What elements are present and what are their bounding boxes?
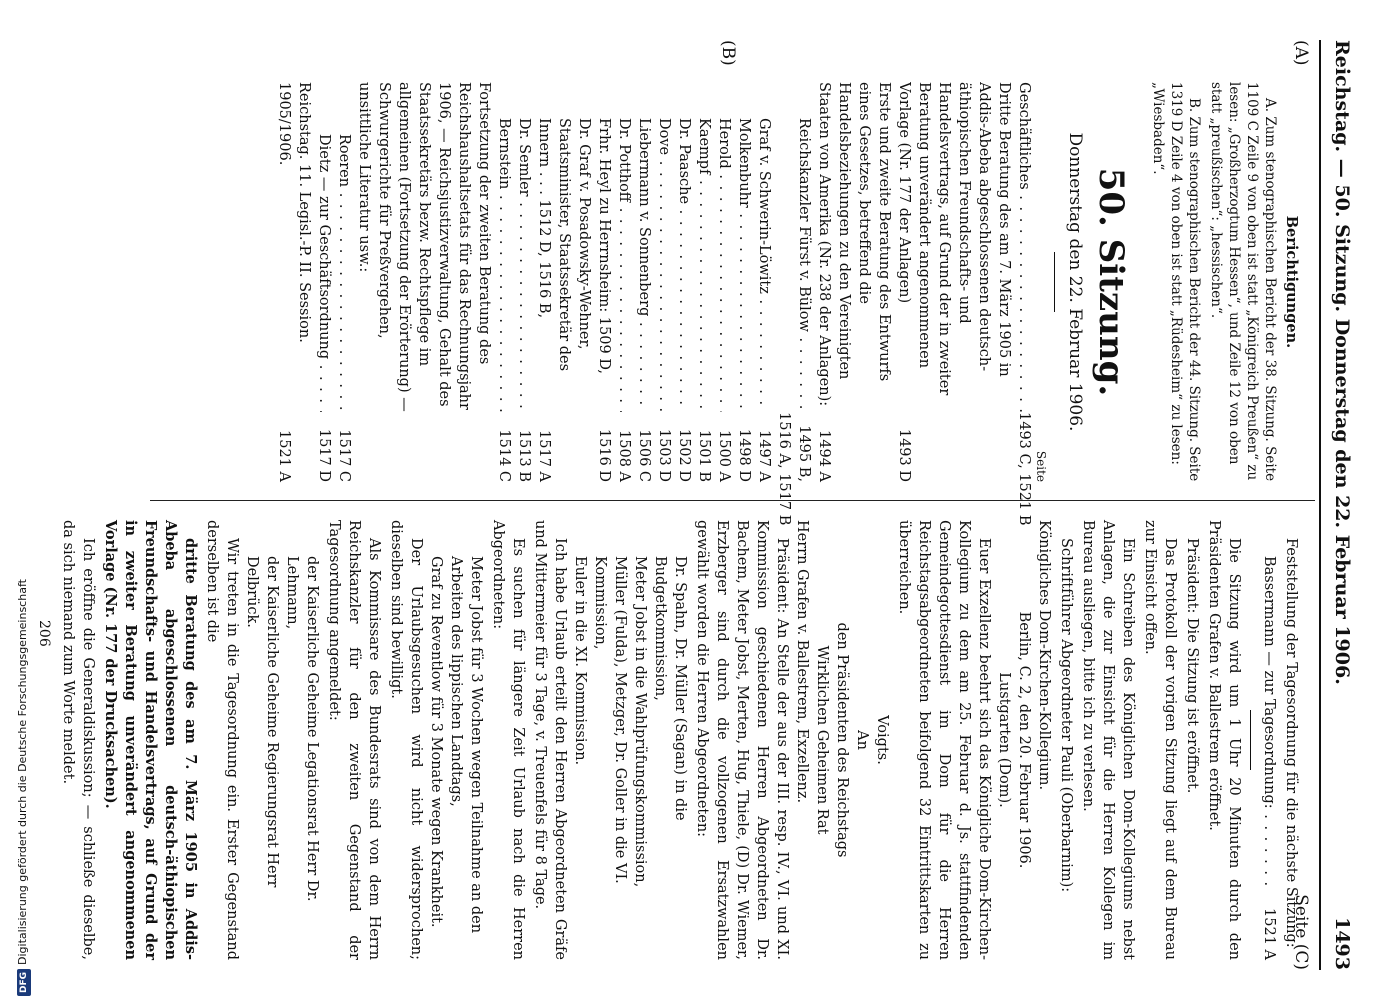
toc-row bbox=[694, 82, 714, 482]
addressee-1: An bbox=[854, 730, 870, 750]
protocol-text: Das Protokoll der vorigen Sitzung liegt auf dem Bureau zur Einsicht offen. bbox=[1142, 520, 1178, 960]
commissioners-3: der Kaiserliche Geheime Regierungsrat Herr Delbrück. bbox=[244, 556, 280, 888]
header-title: Reichstag. — 50. Sitzung. Donnerstag den 22. Februar 1906. bbox=[1331, 40, 1353, 685]
toc-row bbox=[754, 82, 774, 482]
agenda-note: Feststellung der Tagesordnung für die nächste Sitzung: bbox=[1283, 538, 1299, 948]
toc-entry-text: Fortsetzung der zweiten Beratung des Reichshaushaltsetats für das Rechnungsjahr 1906, — Reichsjustizverwaltung, Gehalt des Staatssekretärs bezw. Rechtspflege im allgemeinen (Fortsetzung der Erörterung) — Schwurgerichte für Preßvergehen, unsittliche Literatur usw.: bbox=[356, 82, 492, 412]
toc-entry-page: 1495 B, bbox=[796, 425, 812, 482]
table-of-contents bbox=[274, 82, 1034, 526]
column-marker-c: Seite (C) bbox=[1291, 894, 1311, 970]
correction-b: B. Zum stenographischen Bericht der 44. Sitzung. Seite 1319 D Zeile 4 von oben ist statt „Rüdesheim“ zu lesen: „Wiesbaden“. bbox=[1150, 82, 1202, 482]
left-column bbox=[274, 82, 1301, 526]
addressee-2: den Präsidenten des Reichstags bbox=[834, 622, 850, 858]
toc-entry-page: 1517 A bbox=[536, 430, 552, 482]
correction-a: A. Zum stenographischen Bericht der 38. Sitzung. Seite 1109 C Zeile 9 von oben ist statt „Königreich Preußen“ zu lesen: „Großherzogtum Hessen“, und Zeile 12 von oben statt „preußischen“: „hessischen“. bbox=[1208, 82, 1278, 482]
toc-entry-page: 1493 D bbox=[896, 428, 912, 482]
leave-1: Ich habe Urlaub erteilt den Herren Abgeordneten Gräfe und Mittermeier für 3 Tage, v. Treuenfels für 8 Tage. bbox=[532, 520, 568, 960]
toc-row bbox=[494, 82, 514, 482]
corrections-title: Berichtigungen. bbox=[1283, 215, 1300, 349]
toc-entry-text: Frhr. Heyl zu Herrnsheim: 1509 D, bbox=[596, 118, 612, 375]
toc-entry-page: 1516 D bbox=[596, 428, 612, 482]
secretary-line: Schriftführer Abgeordneter Pauli (Oberbarnim): bbox=[1058, 538, 1074, 893]
toc-entry-page: 1498 D bbox=[736, 428, 752, 482]
toc-entry-text: Dr. Potthoff . . . bbox=[614, 82, 634, 412]
elected-1: Dr. Spahn, Dr. Müller (Sagan) in die Budgetkommission, bbox=[652, 556, 688, 821]
toc-entry-page: 1502 D bbox=[676, 428, 692, 482]
toc-entry-page: 1494 A bbox=[816, 430, 832, 482]
right-column bbox=[56, 520, 1301, 960]
toc-entry-page: 1508 A bbox=[616, 430, 632, 482]
toc-entry-text: Dr. Paasche . . . bbox=[674, 82, 694, 412]
commissioners-2: der Kaiserliche Geheime Legationsrat Herr Dr. Lehmann, bbox=[284, 556, 320, 902]
toc-entry-page: 1514 C bbox=[496, 429, 512, 482]
toc-entry-page: 1521 A bbox=[276, 430, 292, 482]
toc-row bbox=[894, 82, 1014, 482]
toc-entry-text: Roeren . . . bbox=[334, 82, 354, 412]
toc-row bbox=[614, 82, 634, 482]
toc-row bbox=[514, 82, 534, 482]
toc-entry-page: 1516 A, 1517 B bbox=[776, 412, 792, 526]
toc-entry-text: Dove . . . bbox=[654, 82, 674, 412]
column-marker-b: (B) bbox=[718, 40, 738, 66]
leave-4: Graf zu Reventlow für 3 Monate wegen Krankheit. bbox=[428, 556, 444, 928]
addressee-3: Wirklichen Geheimen Rat bbox=[814, 645, 830, 835]
toc-entry-text: Dritte Beratung des am 7. März 1905 in Addis-Abeba abgeschlossenen deutsch-äthiopischen Freundschafts- und Handelsvertrags, auf Grund der in zweiter Beratung unverändert angenommenen Vorlage (Nr. 177 der Anlagen) bbox=[896, 82, 1012, 396]
toc-row bbox=[654, 82, 674, 482]
short-rule-right bbox=[1250, 710, 1251, 770]
dfg-logo-icon: DFG bbox=[17, 969, 31, 996]
toc-row bbox=[814, 82, 894, 482]
dfg-credit bbox=[16, 579, 31, 996]
commissioners-1: Als Kommissare des Bundesrats sind von dem Herrn Reichskanzler für den zweiten Gegenstand der Tagesordnung angemeldet: bbox=[326, 520, 382, 960]
letter-signature: Voigts. bbox=[874, 715, 890, 765]
toc-entry-page: 1506 C bbox=[636, 429, 652, 482]
toc-entry-text: Kaempf . . . bbox=[694, 82, 714, 412]
agenda-row bbox=[1259, 520, 1279, 960]
toc-entry-text: Reichstag. 11. Legisl.-P. II. Session. 1905/1906. bbox=[276, 82, 312, 343]
seite-label: Seite bbox=[1034, 450, 1048, 482]
header-page-number: 1493 bbox=[1331, 917, 1353, 970]
dfg-sidebar bbox=[2, 560, 29, 996]
toc-row bbox=[794, 82, 814, 482]
letter-place: Berlin, C. 2, den 20. Februar 1906. bbox=[1016, 611, 1032, 869]
toc-entry-text: Dr. Graf v. Posadowsky-Wehner, Staatsminister, Staatssekretär des Innern . . . 1512 D, 1516 B, bbox=[536, 118, 592, 372]
toc-entry-page: 1503 D bbox=[656, 428, 672, 482]
agenda-speaker: Bassermann — zur Tagesordnung: . . . bbox=[1259, 520, 1279, 890]
elected-2: Meter Jobst in die Wahlprüfungskommission, bbox=[632, 556, 648, 888]
toc-row bbox=[734, 82, 754, 482]
toc-row bbox=[714, 82, 734, 482]
leave-5: Der Urlaubsgesuchen wird nicht widersprochen; dieselben sind bewilligt. bbox=[388, 520, 424, 960]
toc-row bbox=[534, 82, 594, 482]
toc-row bbox=[354, 82, 494, 482]
toc-row bbox=[334, 82, 354, 482]
toc-entry-text: Geschäftliches . . . bbox=[1014, 82, 1034, 412]
toc-entry-text: Molkenbuhr . . . bbox=[734, 82, 754, 412]
president-statement-1: Präsident: Die Sitzung ist eröffnet. bbox=[1184, 538, 1200, 794]
addressee-4: Herrn Grafen v. Ballestrem, Exzellenz. bbox=[794, 520, 810, 804]
dfg-credit-text: Digitalisierung gefördert durch die Deutsche Forschungsgemeinschaft bbox=[16, 579, 29, 965]
short-rule bbox=[1054, 252, 1055, 312]
session-number: 50. Sitzung. bbox=[1091, 167, 1131, 397]
toc-entry-text: Bernstein . . . bbox=[494, 82, 514, 412]
letter-intro: Ein Schreiben des Königlichen Dom-Kollegiums nebst Anlagen, die zur Einsicht für die Herren Kollegen im Bureau ausliegen, bitte ich zu verlesen. bbox=[1080, 520, 1136, 960]
letter-body: Euer Exzellenz beehrt sich das Königliche Dom-Kirchen-Kollegium zu dem am 25. Februar d. Js. stattfindenden Gemeindegottesdienst im Dom für die Herren Reichstagsabgeordneten beifolgend 32 Eintrittskarten zu überreichen. bbox=[896, 520, 992, 960]
elected-3: Müller (Fulda), Metzger, Dr. Goller in die VI. Kommission, bbox=[592, 556, 628, 884]
toc-entry-text: Reichskanzler Fürst v. Bülow . . . bbox=[794, 82, 814, 412]
opening-text: Die Sitzung wird um 1 Uhr 20 Minuten durch den Präsidenten Grafen v. Ballestrem eröffnet. bbox=[1206, 520, 1242, 960]
toc-entry-text: Dietz — zur Geschäftsordnung . . . bbox=[314, 82, 334, 412]
toc-entry-page: 1517 D bbox=[316, 428, 332, 482]
toc-row bbox=[774, 82, 794, 526]
letter-location: Lustgarten (Dom). bbox=[996, 672, 1012, 808]
leave-3: Meter Jobst für 3 Wochen wegen Teilnahme an den Arbeiten des lippischen Landtags, bbox=[448, 556, 484, 934]
toc-entry-text: Graf v. Schwerin-Löwitz . . . bbox=[754, 82, 774, 412]
toc-row bbox=[314, 82, 334, 482]
toc-entry-page: 1501 B bbox=[696, 429, 712, 482]
toc-entry-page: 1513 B bbox=[516, 429, 532, 482]
toc-entry-page: 1493 C, 1521 B bbox=[1016, 412, 1032, 526]
leave-2: Es suchen für längere Zeit Urlaub nach die Herren Abgeordneten: bbox=[490, 520, 526, 960]
toc-entry-page: 1517 C bbox=[336, 429, 352, 482]
running-header bbox=[1329, 40, 1355, 970]
footer-page-number: 206 bbox=[36, 620, 52, 647]
toc-row bbox=[274, 82, 314, 482]
toc-row bbox=[674, 82, 694, 482]
session-date: Donnerstag den 22. Februar 1906. bbox=[1065, 132, 1085, 432]
toc-entry-text: Herold . . . bbox=[714, 82, 734, 412]
header-rule bbox=[1319, 40, 1321, 970]
elected-4: Euler in die XI. Kommission. bbox=[572, 556, 588, 766]
agenda-item: dritte Beratung des am 7. März 1905 in Addis-Abeba abgeschlossenen deutsch-äthiopischen Freundschafts- und Handelsvertrags, auf Grund der in zweiter Beratung unverändert angenommenen Vorlage (Nr. 177 der Drucksachen). bbox=[102, 520, 199, 960]
column-divider bbox=[150, 500, 1315, 501]
toc-entry-text: Erste und zweite Beratung des Entwurfs eines Gesetzes, betreffend die Handelsbeziehungen zu den Vereinigten Staaten von Amerika (Nr. 238 der Anlagen): bbox=[816, 82, 892, 407]
letter-sender: Königliches Dom-Kirchen-Kollegium. bbox=[1036, 520, 1052, 791]
column-marker-a: (A) bbox=[1291, 40, 1311, 66]
toc-row bbox=[1014, 82, 1034, 526]
closing-text: Ich eröffne die Generaldiskussion; — schließe dieselbe, da sich niemand zum Worte meldet. bbox=[60, 520, 96, 960]
agenda-enter: Wir treten in die Tagesordnung ein. Erster Gegenstand derselben ist die bbox=[204, 520, 240, 960]
toc-entry-page: 1497 A bbox=[756, 430, 772, 482]
toc-row bbox=[594, 82, 614, 482]
president-statement-2: Präsident: An Stelle der aus der III. resp. IV., VI. und XI. Kommission geschiedenen Herren Abgeordneten Dr. Bachem, Meter Jobst, Merten, Hug, Thiele, (D) Dr. Wiemer, Erzberger sind durch die vollzogenen Ersatzwahlen gewählt worden die Herren Abgeordneten: bbox=[694, 520, 790, 960]
toc-entry-text: Dr. Semler . . . bbox=[514, 82, 534, 412]
toc-row bbox=[634, 82, 654, 482]
agenda-page: 1521 A bbox=[1261, 908, 1277, 960]
toc-entry-page: 1500 A bbox=[716, 430, 732, 482]
toc-entry-text: Liebermann v. Sonnenberg . . . bbox=[634, 82, 654, 412]
